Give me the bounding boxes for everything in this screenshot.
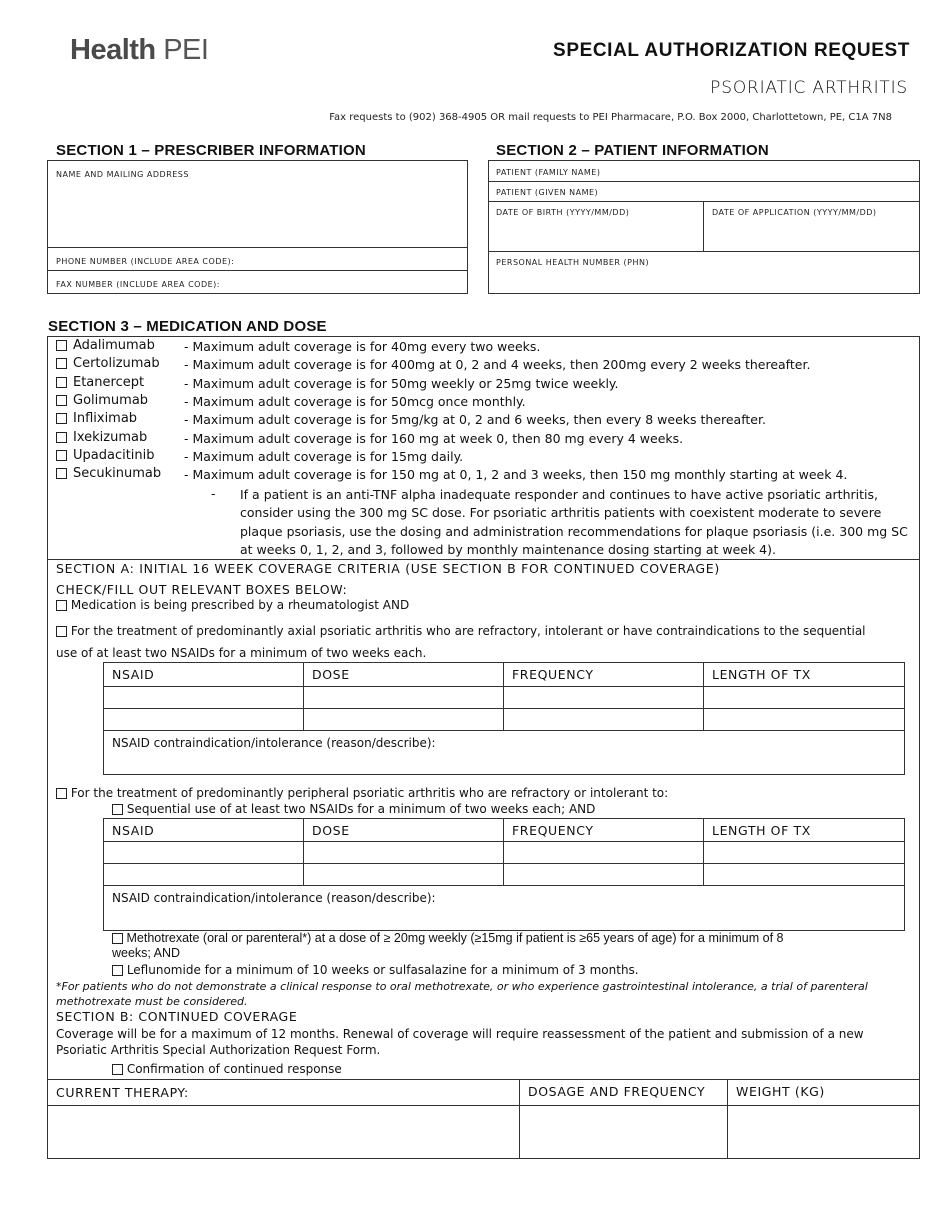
methotrexate-label: Methotrexate (oral or parenteral*) at a dose of ≥ 20mg weekly (≥15mg if patient is ≥65 years of age) for a minimum of 8 [126,931,784,945]
section-b-text: Coverage will be for a maximum of 12 months. Renewal of coverage will require reassessment of the patient and submission of a new Psoriatic Arthritis Special Authorization Request Form. [56,1027,864,1057]
leflunomide-row [112,963,639,977]
health-pei-logo: Health PEI [70,34,209,66]
medication-description: - Maximum adult coverage is for 50mg weekly or 25mg twice weekly. [184,375,619,391]
medication-row [56,430,147,445]
sequential-row [112,802,595,816]
length-header: LENGTH OF TX [712,823,811,838]
methotrexate-row [112,931,783,945]
medication-checkbox[interactable] [56,468,67,479]
methotrexate-checkbox[interactable] [112,933,123,944]
family-name-label: PATIENT (FAMILY NAME) [496,168,601,177]
medication-name: Certolizumab [73,356,160,372]
sequential-checkbox[interactable] [112,804,123,815]
medication-name: Upadacitinib [73,447,155,463]
form-title: SPECIAL AUTHORIZATION REQUEST [553,40,910,61]
leflunomide-checkbox[interactable] [112,965,123,976]
medication-row [56,393,148,408]
medication-description: - Maximum adult coverage is for 160 mg at week 0, then 80 mg every 4 weeks. [184,430,684,446]
medication-checkbox[interactable] [56,413,67,424]
peripheral-checkbox[interactable] [56,788,67,799]
dose-header: DOSE [312,667,350,682]
confirmation-checkbox[interactable] [112,1064,123,1075]
axial-row [56,624,866,638]
dob-label: DATE OF BIRTH (YYYY/MM/DD) [496,208,630,217]
medication-name: Etanercept [73,374,145,390]
frequency-header: FREQUENCY [512,823,594,838]
axial-checkbox[interactable] [56,626,67,637]
section-a-instruction: CHECK/FILL OUT RELEVANT BOXES BELOW: [56,582,348,597]
medication-description: - Maximum adult coverage is for 40mg every two weeks. [184,339,541,354]
phone-label: PHONE NUMBER (INCLUDE AREA CODE): [56,257,235,266]
nsaid-header: NSAID [112,823,155,838]
name-address-field[interactable] [50,182,465,244]
medication-name: Adalimumab [73,338,155,353]
fax-label: FAX NUMBER (INCLUDE AREA CODE): [56,280,220,289]
confirmation-row [112,1062,342,1076]
medication-checkbox[interactable] [56,432,67,443]
medication-description: - Maximum adult coverage is for 5mg/kg at 0, 2 and 6 weeks, then every 8 weeks thereafter. [184,412,766,428]
nsaid-header: NSAID [112,667,155,682]
medication-row [56,375,144,390]
medication-row [56,411,137,426]
section1-title: SECTION 1 – PRESCRIBER INFORMATION [56,142,366,159]
medication-name: Secukinumab [73,466,162,482]
secukinumab-note: If a patient is an anti-TNF alpha inadequate responder and continues to have active psoriatic arthritis, consider using the 300 mg SC dose. For psoriatic arthritis patients with coexistent moderate to severe plaque psoriasis, use the dosing and administration recommendations for plaque psoriasis (i.e. 300 mg SC at weeks 0, 1, 2, and 3, followed by monthly maintenance dosing starting at week 4). [240,487,908,557]
medication-description: - Maximum adult coverage is for 400mg at 0, 2 and 4 weeks, then 200mg every 2 weeks thereafter. [184,357,811,373]
medication-name: Ixekizumab [73,429,148,445]
medication-row [56,448,155,463]
medication-checkbox[interactable] [56,450,67,461]
phn-label: PERSONAL HEALTH NUMBER (PHN) [496,258,650,267]
rheumatologist-label: Medication is being prescribed by a rheumatologist AND [70,598,410,612]
medication-checkbox[interactable] [56,395,67,406]
section2-title: SECTION 2 – PATIENT INFORMATION [496,142,769,159]
medication-description: - Maximum adult coverage is for 15mg daily. [184,448,464,464]
leflunomide-label: Leflunomide for a minimum of 10 weeks or sulfasalazine for a minimum of 3 months. [126,963,639,977]
name-address-label: NAME AND MAILING ADDRESS [56,170,189,179]
rheumatologist-checkbox[interactable] [56,600,67,611]
medication-name: Infliximab [73,411,138,427]
medication-checkbox[interactable] [56,377,67,388]
methotrexate-line2: weeks; AND [112,946,181,960]
contraindication-label: NSAID contraindication/intolerance (reason/describe): [112,736,436,750]
peripheral-row [56,786,668,800]
secuk-note-dash: - [211,486,216,501]
doa-label: DATE OF APPLICATION (YYYY/MM/DD) [712,208,877,217]
section-b-title: SECTION B: CONTINUED COVERAGE [56,1009,298,1024]
section3-title: SECTION 3 – MEDICATION AND DOSE [48,318,327,335]
confirmation-label: Confirmation of continued response [126,1062,342,1076]
medication-description: - Maximum adult coverage is for 50mcg once monthly. [184,393,526,409]
weight-label: WEIGHT (KG) [736,1084,825,1099]
length-header: LENGTH OF TX [712,667,811,682]
peripheral-label: For the treatment of predominantly peripheral psoriatic arthritis who are refractory or intolerant to: [70,786,669,800]
form-subtitle: PSORIATIC ARTHRITIS [710,78,908,98]
medication-row [56,338,155,353]
current-therapy-field[interactable] [49,1107,518,1157]
rheumatologist-row [56,598,409,612]
sequential-label: Sequential use of at least two NSAIDs for a minimum of two weeks each; AND [126,802,596,816]
frequency-header: FREQUENCY [512,667,594,682]
current-therapy-label: CURRENT THERAPY: [56,1085,189,1100]
medication-row [56,356,160,371]
dose-header: DOSE [312,823,350,838]
axial-line2: use of at least two NSAIDs for a minimum of two weeks each. [56,646,427,660]
medication-description: - Maximum adult coverage is for 150 mg at 0, 1, 2 and 3 weeks, then 150 mg monthly starting at week 4. [184,467,848,483]
dosage-frequency-label: DOSAGE AND FREQUENCY [528,1084,706,1099]
axial-label: For the treatment of predominantly axial psoriatic arthritis who are refractory, intolerant or have contraindications to the sequential [70,624,866,638]
medication-name: Golimumab [73,392,149,408]
section-a-title: SECTION A: INITIAL 16 WEEK COVERAGE CRITERIA (USE SECTION B FOR CONTINUED COVERAGE) [56,561,720,576]
methotrexate-footnote: *For patients who do not demonstrate a clinical response to oral methotrexate, or who experience gastrointestinal intolerance, a trial of parenteral methotrexate must be considered. [56,980,868,1008]
given-name-label: PATIENT (GIVEN NAME) [496,188,599,197]
medication-checkbox[interactable] [56,358,67,369]
weight-field[interactable] [729,1107,918,1157]
dosage-frequency-field[interactable] [521,1107,726,1157]
fax-instructions: Fax requests to (902) 368-4905 OR mail requests to PEI Pharmacare, P.O. Box 2000, Charlottetown, PE, C1A 7N8 [329,112,892,123]
medication-row [56,466,161,481]
contraindication-label: NSAID contraindication/intolerance (reason/describe): [112,891,436,905]
medication-checkbox[interactable] [56,340,67,351]
